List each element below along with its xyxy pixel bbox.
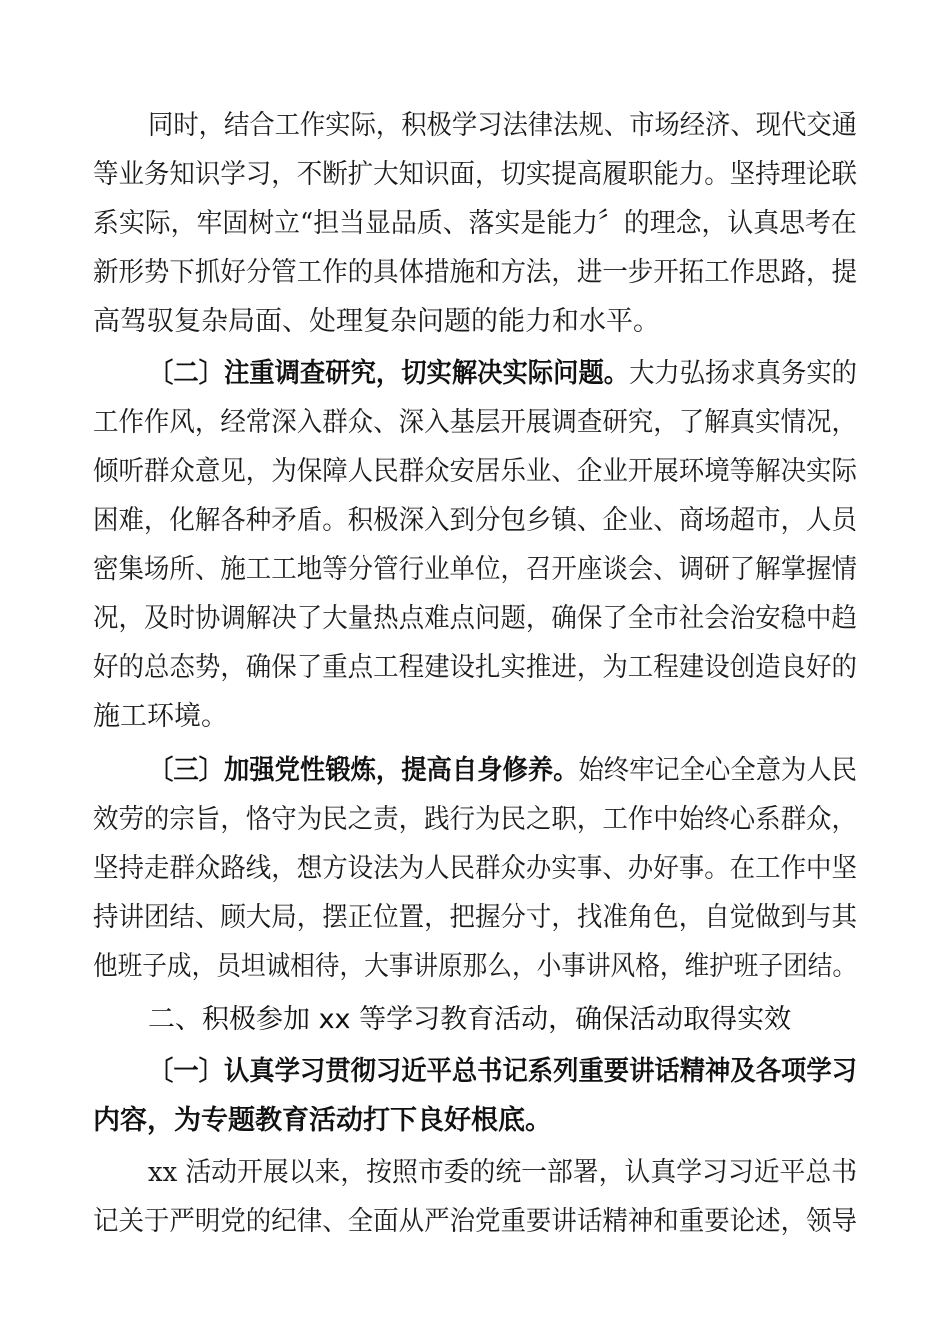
paragraph-3-line-2: 效劳的宗旨，恪守为民之责，践行为民之职，工作中始终心系群众， bbox=[93, 804, 857, 835]
paragraph-1-line-5: 高驾驭复杂局面、处理复杂问题的能力和水平。 bbox=[93, 306, 660, 337]
paragraph-3-heading: 〔三〕加强党性锻炼，提高自身修养。 bbox=[148, 755, 579, 786]
paragraph-1-line-2: 等业务知识学习，不断扩大知识面，切实提高履职能力。坚持理论联 bbox=[93, 159, 857, 190]
paragraph-2-line-1-text: 大力弘扬求真务实的 bbox=[629, 358, 857, 389]
paragraph-2-line-2: 工作作风，经常深入群众、深入基层开展调查研究，了解真实情况， bbox=[93, 407, 857, 438]
paragraph-5-line-1: xx 活动开展以来，按照市委的统一部署，认真学习习近平总书 bbox=[148, 1157, 858, 1188]
paragraph-1-line-1: 同时，结合工作实际，积极学习法律法规、市场经济、现代交通 bbox=[148, 110, 857, 141]
paragraph-2-line-8: 施工环境。 bbox=[93, 701, 228, 732]
paragraph-4-line-1: 〔一〕认真学习贯彻习近平总书记系列重要讲话精神及各项学习 bbox=[148, 1056, 857, 1087]
paragraph-5-line-2: 记关于严明党的纪律、全面从严治党重要讲话精神和重要论述，领导 bbox=[93, 1206, 857, 1237]
paragraph-4-line-2: 内容，为专题教育活动打下良好根底。 bbox=[93, 1105, 552, 1136]
paragraph-2-line-3: 倾听群众意见，为保障人民群众安居乐业、企业开展环境等解决实际 bbox=[93, 456, 857, 487]
paragraph-3-line-5: 他班子成，员坦诚相待，大事讲原那么，小事讲风格，维护班子团结。 bbox=[93, 951, 858, 982]
paragraph-2-line-5: 密集场所、施工工地等分管行业单位，召开座谈会、调研了解掌握情 bbox=[93, 554, 857, 585]
paragraph-3-line-3: 坚持走群众路线，想方设法为人民群众办实事、办好事。在工作中坚 bbox=[93, 853, 857, 884]
paragraph-1-line-3: 系实际，牢固树立“担当显品质、落实是能力〞的理念，认真思考在 bbox=[93, 208, 857, 239]
paragraph-2-line-6: 况，及时协调解决了大量热点难点问题，确保了全市社会治安稳中趋 bbox=[93, 603, 857, 634]
section-2-heading: 二、积极参加 xx 等学习教育活动，确保活动取得实效 bbox=[148, 1004, 792, 1035]
paragraph-1-line-4: 新形势下抓好分管工作的具体措施和方法，进一步开拓工作思路，提 bbox=[93, 257, 857, 288]
paragraph-2-line-4: 困难，化解各种矛盾。积极深入到分包乡镇、企业、商场超市，人员 bbox=[93, 505, 857, 536]
paragraph-3-line-1 bbox=[148, 753, 857, 789]
paragraph-2-heading: 〔二〕注重调查研究，切实解决实际问题。 bbox=[148, 358, 630, 389]
paragraph-2-line-1 bbox=[148, 356, 857, 392]
paragraph-3-line-1-text: 始终牢记全心全意为人民 bbox=[578, 755, 857, 786]
paragraph-3-line-4: 持讲团结、顾大局，摆正位置，把握分寸，找准角色，自觉做到与其 bbox=[93, 902, 857, 933]
paragraph-2-line-7: 好的总态势，确保了重点工程建设扎实推进，为工程建设创造良好的 bbox=[93, 652, 857, 683]
